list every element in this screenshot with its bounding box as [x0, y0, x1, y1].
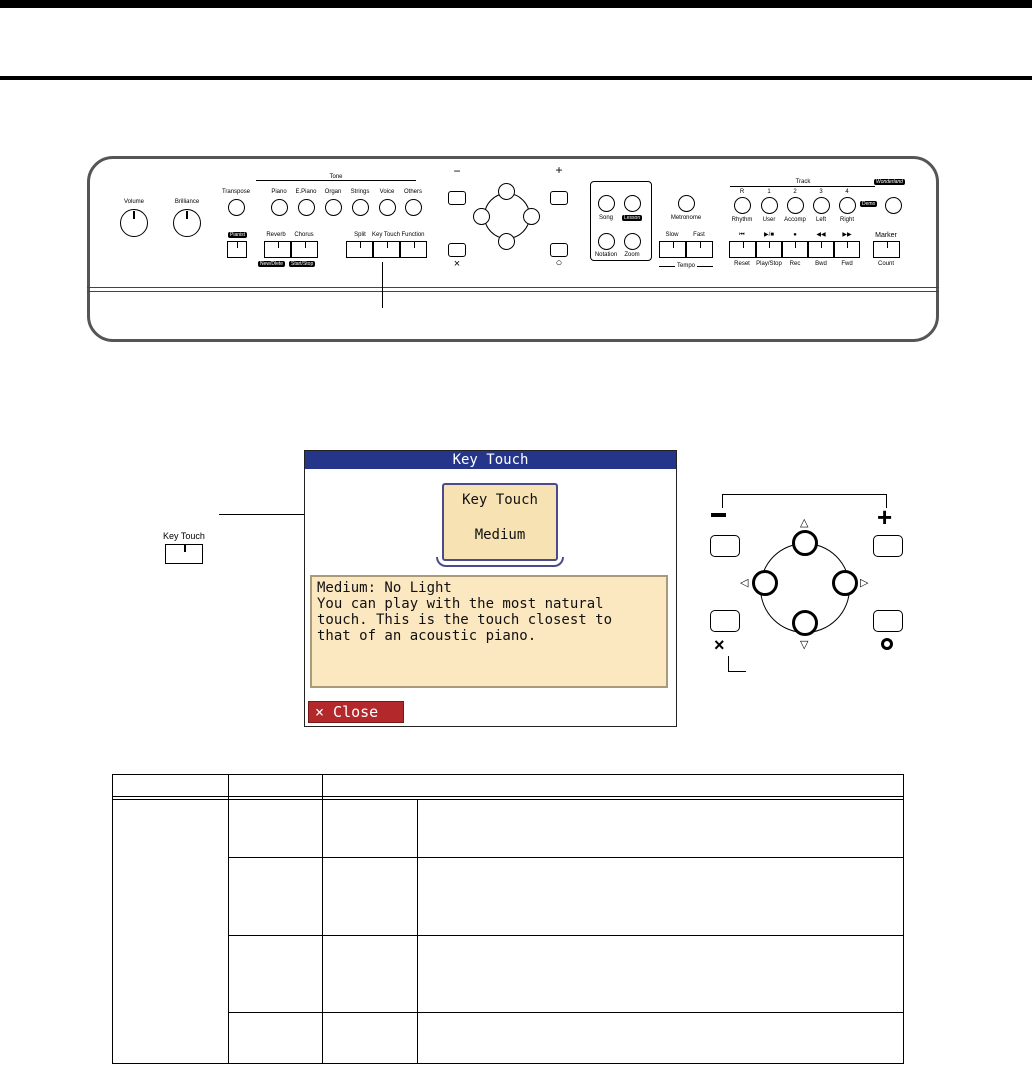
settings-table [112, 774, 904, 1064]
pad-left-button[interactable] [752, 570, 778, 596]
pad-left-arrow-icon: ◁ [740, 577, 749, 589]
pad-down-arrow-icon: ▽ [800, 639, 809, 651]
key-touch-button-label: Key Touch [163, 531, 205, 541]
metronome-button[interactable] [678, 195, 695, 212]
table-row-divider [228, 857, 904, 858]
fwd-button[interactable] [834, 241, 860, 258]
metronome-label: Metronome [670, 215, 702, 221]
tone-label-organ: Organ [324, 189, 342, 195]
description-line: touch. This is the touch closest to [317, 612, 613, 628]
track-name-user: User [762, 217, 776, 223]
fwd-label: Fwd [841, 261, 853, 267]
reverb-button[interactable] [264, 241, 291, 258]
tone-button-piano[interactable] [271, 199, 288, 216]
play-stop-button[interactable] [756, 241, 782, 258]
table-col-divider-1 [228, 774, 229, 1064]
pad-up-arrow-icon: △ [800, 517, 809, 529]
plus-button[interactable] [550, 191, 568, 205]
pianist-button[interactable] [227, 241, 247, 258]
rec-label: Rec [789, 261, 801, 267]
pad-bracket [722, 494, 887, 508]
key-touch-button[interactable] [165, 544, 203, 564]
track-button-user[interactable] [761, 197, 778, 214]
transpose-button[interactable] [228, 199, 245, 216]
description-box [310, 575, 668, 688]
pad-right-button[interactable] [832, 570, 858, 596]
track-number-3: 3 [819, 189, 823, 195]
track-number-1: 1 [767, 189, 771, 195]
slow-button[interactable] [659, 241, 686, 258]
zoom-button[interactable] [624, 233, 641, 250]
plus-symbol: + [555, 163, 563, 177]
pianist-tag: Pianist [230, 232, 246, 238]
marker-label: Marker [875, 232, 897, 239]
transpose-label: Transpose [221, 189, 251, 195]
book-icon [442, 483, 558, 561]
pad-enter-button[interactable] [873, 610, 903, 632]
minus-button[interactable] [448, 191, 466, 205]
chorus-label: Chorus [294, 232, 314, 238]
track-name-right: Right [839, 217, 855, 223]
track-number-r: R [739, 189, 745, 195]
demo-button[interactable] [885, 197, 902, 214]
key-touch-screen [304, 450, 677, 727]
reverb-label: Reverb [266, 232, 286, 238]
demo-tag: Demo [862, 201, 876, 207]
fast-button[interactable] [686, 241, 713, 258]
track-group-label: Track [795, 179, 811, 185]
notation-button[interactable] [598, 233, 615, 250]
header-rule [0, 76, 1032, 80]
new-delete-tag: New/Dlete [260, 261, 284, 267]
function-button[interactable] [400, 241, 427, 258]
x-symbol: × [453, 258, 461, 270]
o-symbol: ○ [555, 257, 563, 269]
cursor-down-button[interactable] [498, 233, 515, 250]
description-line: that of an acoustic piano. [317, 628, 537, 644]
fast-label: Fast [693, 232, 705, 238]
table-header-divider [112, 796, 904, 797]
track-name-accomp: Accomp [784, 217, 806, 223]
bwd-label: Bwd [815, 261, 827, 267]
book-base [436, 557, 564, 567]
pad-minus-button[interactable] [710, 535, 740, 557]
play-stop-label: Play/Stop [756, 261, 782, 267]
track-button-left[interactable] [813, 197, 830, 214]
exit-button[interactable] [448, 243, 466, 257]
table-row-divider [228, 1012, 904, 1013]
minus-symbol: − [453, 164, 461, 178]
wonderland-tag: Wonderland [876, 179, 903, 185]
brilliance-label: Brilliance [174, 199, 200, 205]
tone-label-voice: Voice [379, 189, 395, 195]
reset-symbol: ⏮ [739, 232, 745, 238]
zoom-label: Zoom [624, 252, 640, 258]
pad-up-button[interactable] [792, 530, 818, 556]
track-number-2: 2 [793, 189, 797, 195]
close-button[interactable]: × Close [308, 701, 404, 723]
notation-label: Notation [594, 252, 618, 258]
cursor-up-button[interactable] [498, 183, 515, 200]
table-row-divider [228, 935, 904, 936]
pad-x-symbol: × [714, 635, 725, 655]
track-group-line [730, 186, 875, 187]
track-button-right[interactable] [839, 197, 856, 214]
book-title: Key Touch [462, 492, 538, 508]
tone-button-voice[interactable] [379, 199, 396, 216]
table-col-divider-3 [417, 800, 418, 1064]
fwd-symbol: ▶▶ [842, 232, 852, 238]
panel-divider [87, 287, 939, 288]
key-touch-panel-button[interactable] [373, 241, 400, 258]
track-button-accomp[interactable] [787, 197, 804, 214]
split-button[interactable] [346, 241, 373, 258]
key-touch-panel-label: Key Touch [372, 232, 400, 238]
bwd-button[interactable] [808, 241, 834, 258]
tone-group-label: Tone [329, 174, 343, 180]
tone-label-strings: Strings [350, 189, 370, 195]
pad-minus-symbol [711, 513, 726, 517]
table-header-divider-double [112, 799, 904, 800]
pad-plus-button[interactable] [873, 535, 903, 557]
cursor-right-button[interactable] [523, 208, 540, 225]
chorus-button[interactable] [291, 241, 318, 258]
pad-o-symbol [881, 638, 893, 650]
panel-divider-lower [87, 291, 939, 292]
bwd-symbol: ◀◀ [816, 232, 826, 238]
tone-button-others[interactable] [405, 199, 422, 216]
rec-button[interactable] [782, 241, 808, 258]
split-label: Split [354, 232, 366, 238]
rec-symbol: ● [793, 232, 797, 238]
marker-button[interactable] [873, 241, 900, 258]
tone-label-piano: Piano [271, 189, 287, 195]
reset-button[interactable] [729, 241, 756, 258]
track-button-rhythm[interactable] [734, 197, 751, 214]
track-name-left: Left [815, 217, 827, 223]
book-value: Medium [474, 527, 526, 543]
description-line: You can play with the most natural [317, 596, 604, 612]
brilliance-knob[interactable] [173, 209, 201, 237]
tone-button-strings[interactable] [352, 199, 369, 216]
key-touch-pointer-line [382, 262, 383, 308]
track-name-rhythm: Rhythm [731, 217, 753, 223]
lesson-tag: Lesson [624, 215, 641, 221]
tone-label-others: Others [403, 189, 423, 195]
pad-down-button[interactable] [792, 610, 818, 636]
front-panel-illustration [87, 156, 939, 342]
slow-label: Slow [665, 232, 679, 238]
song-button[interactable] [598, 195, 615, 212]
count-label: Count [877, 261, 895, 267]
track-number-4: 4 [845, 189, 849, 195]
tempo-label: Tempo [676, 263, 696, 269]
tone-button-organ[interactable] [325, 199, 342, 216]
start-stop-tag: Start/Stop [291, 261, 314, 267]
description-line: Medium: No Light [317, 580, 452, 596]
volume-label: Volume [123, 199, 145, 205]
enter-button[interactable] [550, 243, 568, 257]
table-col-divider-2 [322, 774, 323, 1064]
cursor-left-button[interactable] [473, 208, 490, 225]
play-stop-symbol: ▶/■ [764, 232, 774, 238]
header-bar [0, 0, 1032, 8]
tone-button-epiano[interactable] [298, 199, 315, 216]
pad-hook-line [728, 656, 746, 672]
reset-label: Reset [734, 261, 750, 267]
tone-label-epiano: E.Piano [295, 189, 317, 195]
pad-exit-button[interactable] [710, 610, 740, 632]
pad-plus-symbol: + [877, 502, 893, 532]
screen-title: Key Touch [305, 451, 676, 469]
song-label: Song [598, 215, 614, 221]
function-label: Function [401, 232, 425, 238]
volume-knob[interactable] [120, 209, 148, 237]
pad-right-arrow-icon: ▷ [860, 577, 869, 589]
lesson-button[interactable] [624, 195, 641, 212]
